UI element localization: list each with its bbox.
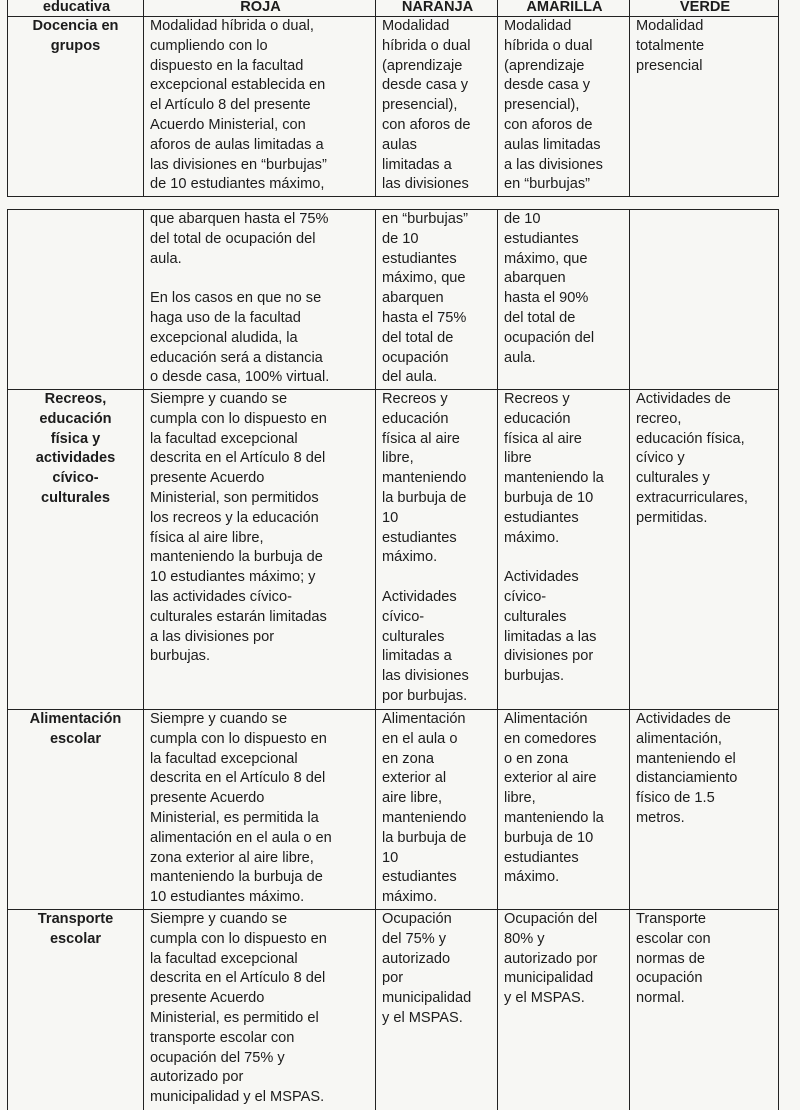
row-category: Transporte escolar bbox=[8, 910, 144, 1110]
header-verde: VERDE bbox=[630, 0, 779, 17]
cell-amarilla: Modalidad híbrida o dual (aprendizaje desde casa y presencial), con aforos de aulas limitadas a las divisiones en “burbujas” bbox=[498, 17, 630, 197]
table-row bbox=[8, 17, 779, 197]
table-row bbox=[8, 390, 779, 710]
cell-verde: Actividades de alimentación, manteniendo el distanciamiento físico de 1.5 metros. bbox=[630, 710, 779, 910]
cell-roja: Siempre y cuando se cumpla con lo dispuesto en la facultad excepcional descrita en el Artículo 8 del presente Acuerdo Ministerial, es permitida la alimentación en el aula o en zona exterior al aire libre, manteniendo la burbuja de 10 estudiantes máximo. bbox=[144, 710, 376, 910]
cell-verde: Modalidad totalmente presencial bbox=[630, 17, 779, 197]
header-amarilla: AMARILLA bbox=[498, 0, 630, 17]
cell-naranja: Alimentación en el aula o en zona exterior al aire libre, manteniendo la burbuja de 10 estudiantes máximo. bbox=[376, 710, 498, 910]
header-educativa: educativa bbox=[8, 0, 144, 17]
cell-amarilla: Ocupación del 80% y autorizado por municipalidad y el MSPAS. bbox=[498, 910, 630, 1110]
row-category bbox=[8, 210, 144, 390]
cell-roja: Siempre y cuando se cumpla con lo dispuesto en la facultad excepcional descrita en el Artículo 8 del presente Acuerdo Ministerial, es permitido el transporte escolar con ocupación del 75% y autorizado por municipalidad y el MSPAS. bbox=[144, 910, 376, 1110]
cell-verde: Actividades de recreo, educación física, cívico y culturales y extracurriculares, permitidas. bbox=[630, 390, 779, 710]
header-naranja: NARANJA bbox=[376, 0, 498, 17]
header-row bbox=[8, 0, 779, 17]
alert-table-part-1 bbox=[7, 0, 779, 197]
cell-roja: Modalidad híbrida o dual, cumpliendo con lo dispuesto en la facultad excepcional establecida en el Artículo 8 del presente Acuerdo Ministerial, con aforos de aulas limitadas a las divisiones en “burbujas” de 10 estudiantes máximo, bbox=[144, 17, 376, 197]
alert-table-part-2 bbox=[7, 209, 779, 1110]
header-roja: ROJA bbox=[144, 0, 376, 17]
cell-roja: Siempre y cuando se cumpla con lo dispuesto en la facultad excepcional descrita en el Artículo 8 del presente Acuerdo Ministerial, son permitidos los recreos y la educación física al aire libre, manteniendo la burbuja de 10 estudiantes máximo; y las actividades cívico- culturales estarán limitadas a las divisiones por burbujas. bbox=[144, 390, 376, 710]
table-row bbox=[8, 210, 779, 390]
row-category: Alimentación escolar bbox=[8, 710, 144, 910]
table-row bbox=[8, 910, 779, 1110]
row-category: Docencia en grupos bbox=[8, 17, 144, 197]
cell-roja: que abarquen hasta el 75% del total de ocupación del aula. En los casos en que no se haga uso de la facultad excepcional aludida, la educación será a distancia o desde casa, 100% virtual. bbox=[144, 210, 376, 390]
cell-naranja: en “burbujas” de 10 estudiantes máximo, que abarquen hasta el 75% del total de ocupación del aula. bbox=[376, 210, 498, 390]
row-category: Recreos, educación física y actividades cívico- culturales bbox=[8, 390, 144, 710]
cell-verde: Transporte escolar con normas de ocupación normal. bbox=[630, 910, 779, 1110]
cell-naranja: Modalidad híbrida o dual (aprendizaje desde casa y presencial), con aforos de aulas limitadas a las divisiones bbox=[376, 17, 498, 197]
cell-verde bbox=[630, 210, 779, 390]
cell-amarilla: de 10 estudiantes máximo, que abarquen hasta el 90% del total de ocupación del aula. bbox=[498, 210, 630, 390]
cell-naranja: Ocupación del 75% y autorizado por municipalidad y el MSPAS. bbox=[376, 910, 498, 1110]
cell-naranja: Recreos y educación física al aire libre, manteniendo la burbuja de 10 estudiantes máximo. Actividades cívico- culturales limitadas a las divisiones por burbujas. bbox=[376, 390, 498, 710]
cell-amarilla: Recreos y educación física al aire libre manteniendo la burbuja de 10 estudiantes máximo. Actividades cívico- culturales limitadas a las divisiones por burbujas. bbox=[498, 390, 630, 710]
cell-amarilla: Alimentación en comedores o en zona exterior al aire libre, manteniendo la burbuja de 10 estudiantes máximo. bbox=[498, 710, 630, 910]
table-row bbox=[8, 710, 779, 910]
